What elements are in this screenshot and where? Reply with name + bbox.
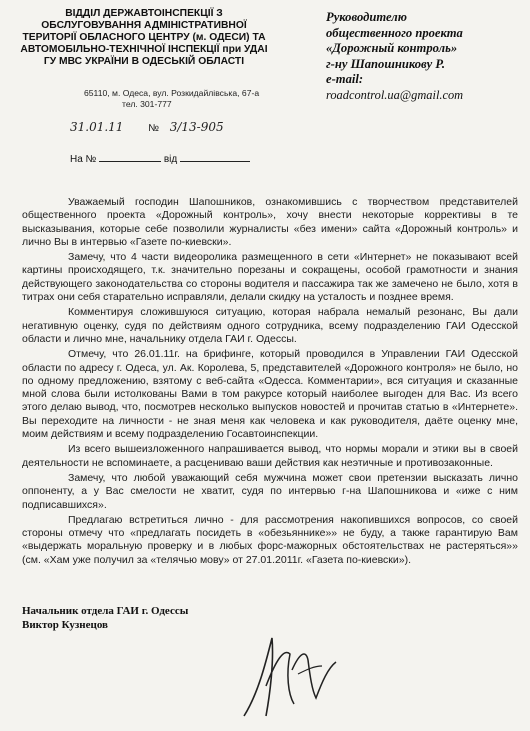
registration-line <box>70 120 224 134</box>
registration-number-label: № <box>148 123 159 134</box>
reference-line <box>70 152 250 165</box>
signatory-name: Виктор Кузнецов <box>22 619 108 631</box>
recipient-line: общественного проекта <box>326 25 463 40</box>
letterhead-line: ОБСЛУГОВУВАННЯ АДМІНІСТРАТИВНОЇ <box>41 20 247 31</box>
registration-date: 31.01.11 <box>70 120 124 134</box>
reference-from-label: від <box>163 154 178 165</box>
letterhead-line: АВТОМОБІЛЬНО-ТЕХНІЧНОЇ ІНСПЕКЦІЇ при УДАІ <box>20 44 268 55</box>
body-paragraph: Уважаемый господин Шапошников, ознакомившись с творчеством представителей общественного проекта «Дорожный контроль», хочу внести некоторые коррективы в те высказывания, которые себе позволили журналисты «без имени» сайта «Дорожный контроль» и лично Вы в интервью «Газете по-киевски». <box>22 196 518 248</box>
body-paragraph: Предлагаю встретиться лично - для рассмотрения накопившихся вопросов, со своей стороны отмечу что «предлагать посидеть в «обезьяннике»» не буду, а также гарантирую Вам «выдержать моральную проверку и в любых форс-мажорных обстоятельствах не растеряться»» (см. «Хам уже получил за «телячью мову» от 27.01.2011г. «Газета по-киевски»). <box>22 513 518 566</box>
signature-block <box>22 604 188 632</box>
letter-body <box>22 196 518 569</box>
signature-stroke <box>266 652 294 704</box>
body-paragraph: Из всего вышеизложенного напрашивается вывод, что нормы морали и этики вы в своей деятельности не вспоминаете, а расцениваю ваши действия как неэтичные и противозаконные. <box>22 443 518 469</box>
recipient-email: roadcontrol.ua@gmail.com <box>326 87 464 102</box>
letterhead-line: ВІДДІЛ ДЕРЖАВТОІНСПЕКЦІЇ З <box>65 8 223 19</box>
letterhead-line: ГУ МВС УКРАЇНИ В ОДЕСЬКІЙ ОБЛАСТІ <box>43 56 245 67</box>
signature-stroke <box>292 654 336 698</box>
letterhead <box>10 8 278 68</box>
reference-date-blank <box>180 152 250 162</box>
address-line: 65110, м. Одеса, вул. Розкидайлівська, 67-а <box>84 88 260 98</box>
body-paragraph: Замечу, что любой уважающий себя мужчина может свои претензии высказать лично оппоненту, а у Вас смелости не хватит, судя по интервью г-на Шапошникова и «иже с ним подписавшихся». <box>22 471 518 511</box>
recipient-line: Руководителю <box>326 10 407 24</box>
signatory-title: Начальник отдела ГАИ г. Одессы <box>22 605 189 617</box>
body-paragraph: Замечу, что 4 части видеоролика размещенного в сети «Интернет» не показывают всей картины происходящего, т.к. значительно порезаны и сокращены, особой грамотности и знания действующего законодательства со стороны водителя и пассажира так же замечено не было, хотя в титрах они себя старательно исправляли, делали скидку на усталость и позднее время. <box>22 251 518 304</box>
body-paragraph: Отмечу, что 26.01.11г. на брифинге, который проводился в Управлении ГАИ Одесской области по адресу г. Одеса, ул. Ак. Королева, 5, представителей «Дорожного контроля» не было, но по одному предложению, взятому с веб-сайта «Одесса. Комментарии», вся ситуация и сказанные мной слова были истолкованы Вами в том ракурсе который наиболее выгоден для Вас. Из всего этого делаю вывод, что, посмотрев несколько выпусков новостей и прочитав статью в «Интернете». Вы переходите на личности - не зная меня как человека и как руководителя, даёте оценку мне, моим действиям и всему подразделению Госавтоинспекции. <box>22 348 518 441</box>
body-paragraph: Комментируя сложившуюся ситуацию, которая набрала немалый резонанс, Вы дали негативную оценку, судя по действиям одного сотрудника, всему подразделению ГАИ Одесской области и лично мне, начальнику отдела ГАИ г. Одессы. <box>22 306 518 345</box>
recipient-line: г-ну Шапошникову Р. <box>326 56 445 71</box>
phone-line: тел. 301-777 <box>122 99 172 109</box>
reference-number-blank <box>99 152 161 162</box>
handwritten-signature <box>236 624 366 724</box>
signature-stroke <box>244 638 273 716</box>
recipient-block <box>326 10 526 103</box>
registration-number: 3/13-905 <box>169 120 224 134</box>
recipient-line: e-mail: <box>326 72 364 86</box>
reference-label: На № <box>70 154 97 165</box>
recipient-line: «Дорожный контроль» <box>326 41 458 55</box>
letterhead-address <box>84 88 284 110</box>
letterhead-line: ТЕРИТОРІЇ ОБЛАСНОГО ЦЕНТРУ (м. ОДЕСИ) ТА <box>22 32 266 43</box>
